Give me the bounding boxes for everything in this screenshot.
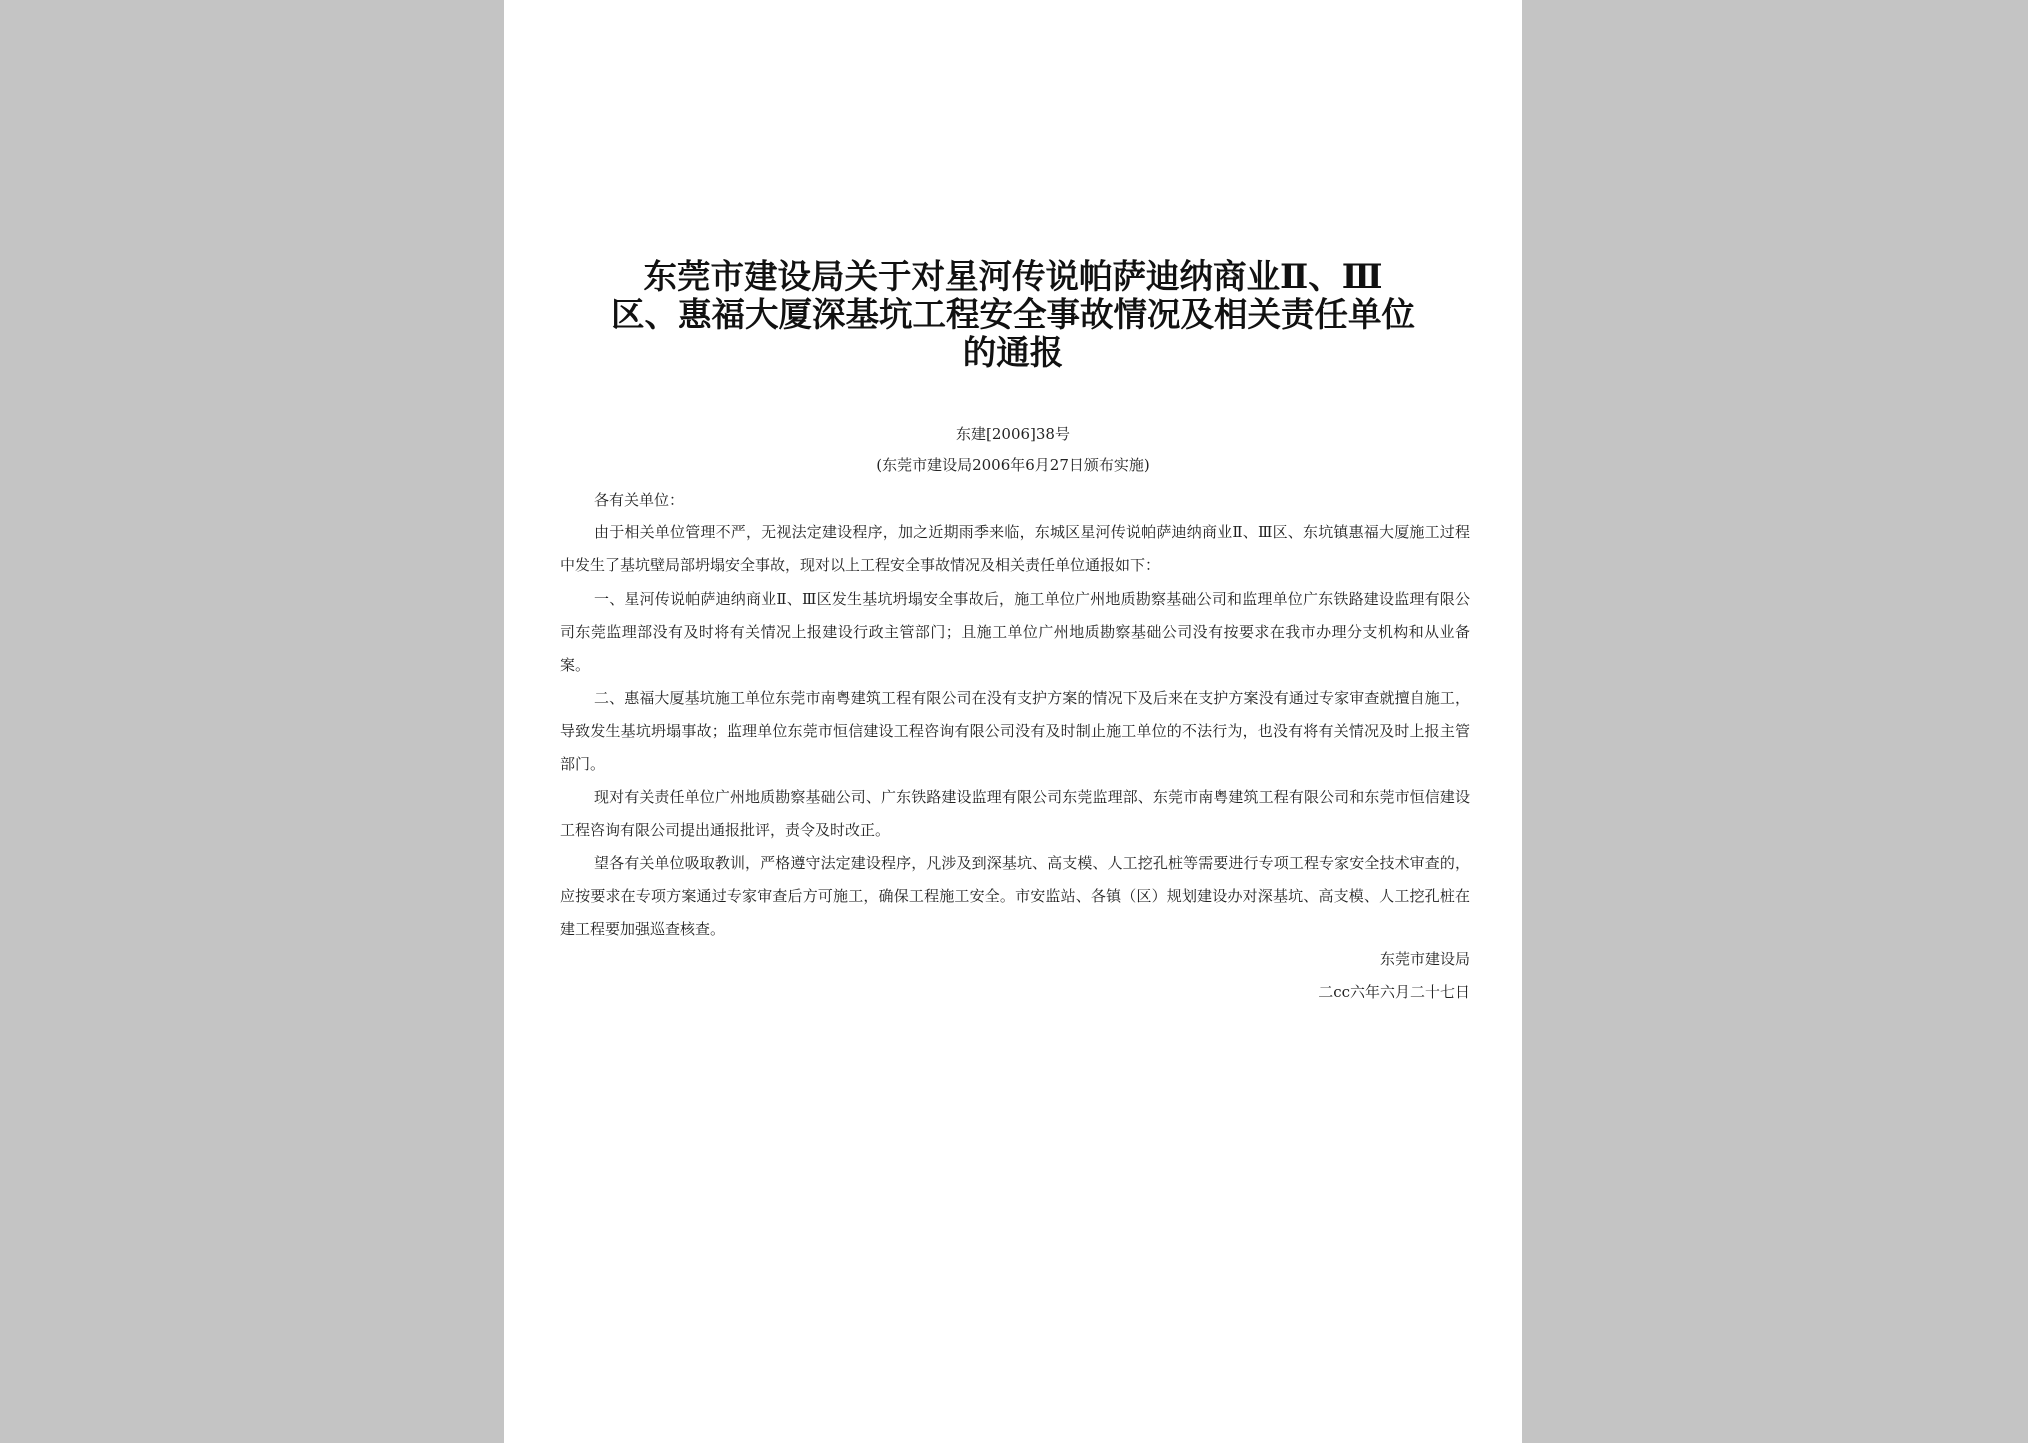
body-paragraph-2: 一、星河传说帕萨迪纳商业Ⅱ、Ⅲ区发生基坑坍塌安全事故后，施工单位广州地质勘察基础公司和监理单位广东铁路建设监理有限公司东莞监理部没有及时将有关情况上报建设行政主管部门；且施工单位广州地质勘察基础公司没有按要求在我市办理分支机构和从业备案。 (560, 590, 1470, 674)
body-paragraph-3: 二、惠福大厦基坑施工单位东莞市南粤建筑工程有限公司在没有支护方案的情况下及后来在支护方案没有通过专家审查就擅自施工，导致发生基坑坍塌事故；监理单位东莞市恒信建设工程咨询有限公司没有及时制止施工单位的不法行为，也没有将有关情况及时上报主管部门。 (560, 689, 1470, 773)
body-paragraph-1: 由于相关单位管理不严，无视法定建设程序，加之近期雨季来临，东城区星河传说帕萨迪纳商业Ⅱ、Ⅲ区、东坑镇惠福大厦施工过程中发生了基坑壁局部坍塌安全事故，现对以上工程安全事故情况及相关责任单位通报如下： (560, 523, 1470, 574)
title-line-2: 区、惠福大厦深基坑工程安全事故情况及相关责任单位 (611, 295, 1415, 334)
signature-date: 二cc六年六月二十七日 (1318, 983, 1470, 1001)
title-line-3: 的通报 (962, 333, 1064, 372)
salutation: 各有关单位： (594, 491, 685, 509)
signature-organization: 东莞市建设局 (1379, 950, 1470, 968)
body-paragraph-4: 现对有关责任单位广州地质勘察基础公司、广东铁路建设监理有限公司东莞监理部、东莞市南粤建筑工程有限公司和东莞市恒信建设工程咨询有限公司提出通报批评，责令及时改正。 (560, 788, 1470, 839)
document-number: 东建[2006]38号 (956, 425, 1070, 443)
issue-note: (东莞市建设局2006年6月27日颁布实施) (876, 456, 1150, 474)
title-line-1: 东莞市建设局关于对星河传说帕萨迪纳商业Ⅱ、Ⅲ (643, 257, 1383, 296)
document-page (504, 0, 1522, 1443)
body-paragraph-5: 望各有关单位吸取教训，严格遵守法定建设程序，凡涉及到深基坑、高支模、人工挖孔桩等需要进行专项工程专家安全技术审查的，应按要求在专项方案通过专家审查后方可施工，确保工程施工安全。市安监站、各镇（区）规划建设办对深基坑、高支模、人工挖孔桩在建工程要加强巡查核查。 (560, 854, 1470, 938)
document-title (570, 258, 1456, 372)
